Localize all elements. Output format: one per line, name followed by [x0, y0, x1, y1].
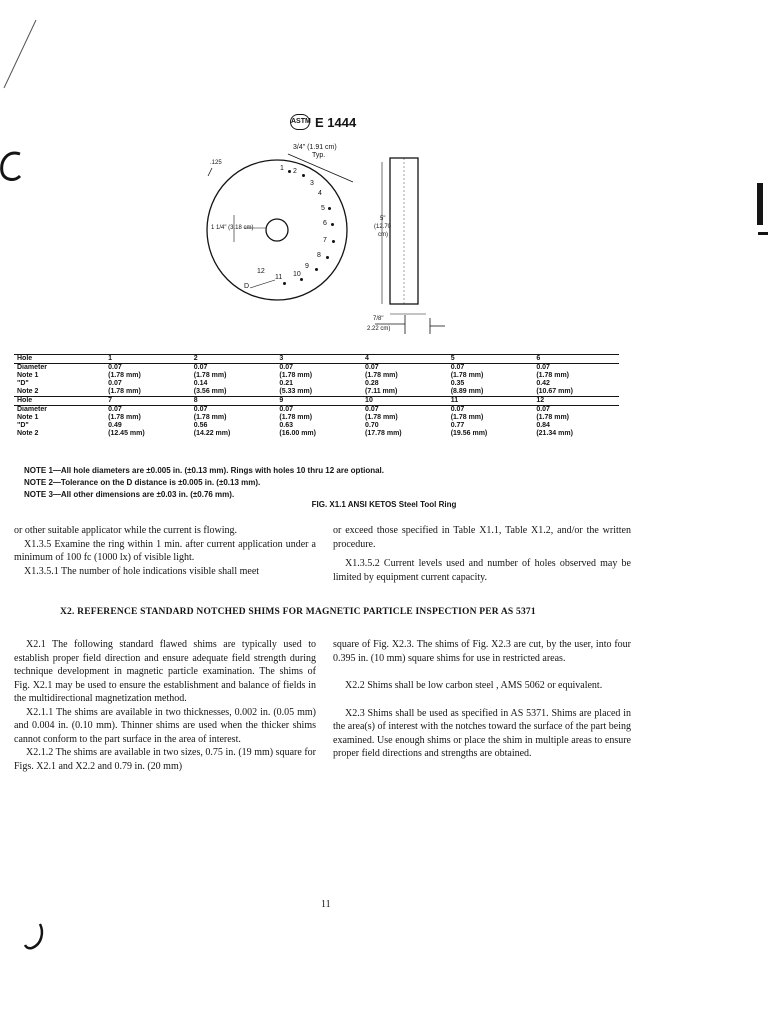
- note-2: NOTE 2—Tolerance on the D distance is ±0.005 in. (±0.13 mm).: [24, 478, 261, 487]
- table-cell: (1.78 mm): [193, 414, 227, 421]
- table-cell: 0.07: [279, 364, 294, 371]
- table-cell: (1.78 mm): [279, 372, 313, 379]
- figure-caption: FIG. X1.1 ANSI KETOS Steel Tool Ring: [311, 500, 457, 509]
- page-number: 11: [321, 899, 331, 910]
- right-edge-tick: [758, 232, 768, 235]
- hole-number: 3: [310, 180, 314, 187]
- document-code: E 1444: [315, 114, 357, 130]
- row-header-cell: Hole: [14, 397, 105, 406]
- paragraph: X2.1 The following standard flawed shims are typically used to establish proper field direction and ensure adequate field strength during technique development in magnetic particle examination. The shims of Fig. X2.1 may be used to ensure the establishment and balance of fields in the multidirectional magnetization method.: [14, 639, 316, 704]
- table-cell: 0.07: [193, 406, 208, 413]
- table-cell: 0.07: [279, 406, 294, 413]
- label-height-b: (12.70: [374, 224, 392, 230]
- paragraph: X1.3.5.1 The number of hole indications visible shall meet: [24, 565, 260, 577]
- table-cell: (1.78 mm): [108, 388, 141, 395]
- table-cell: (3.56 mm): [193, 388, 227, 395]
- label-corner: .125: [210, 160, 222, 166]
- table-cell: (16.00 mm): [279, 430, 316, 437]
- row-header-cell: Hole: [14, 355, 105, 364]
- table-cell: (1.78 mm): [108, 372, 141, 379]
- hole-number: 11: [275, 274, 283, 281]
- hole-mark: [331, 223, 334, 226]
- hole-mark: [332, 240, 335, 243]
- hole-number: 2: [293, 168, 297, 175]
- table-cell: 0.07: [193, 364, 208, 371]
- table-cell: 0.07: [536, 364, 550, 371]
- table-cell: 6: [533, 355, 619, 364]
- hole-mark: [302, 174, 305, 177]
- table-cell: (1.78 mm): [108, 414, 141, 421]
- table-cell: (1.78 mm): [536, 372, 570, 379]
- paragraph: or exceed those specified in Table X1.1, Table X1.2, and/or the written procedure.: [333, 525, 631, 550]
- table-cell: 0.07: [108, 406, 122, 413]
- table-cell: 0.28: [365, 380, 379, 387]
- table-cell: (12.45 mm): [108, 430, 145, 437]
- table-row: [14, 355, 619, 364]
- paragraph: X2.3 Shims shall be used as specified in AS 5371. Shims are placed in the area(s) of interest with the notches toward the surface of the part being examined. Use enough shims or place the shim in multiple areas to ensure proper field directions and strengths are obtained.: [333, 707, 631, 759]
- label-thick-a: 7/8": [373, 316, 384, 322]
- hole-number: 5: [321, 205, 325, 212]
- paragraph: X1.3.5 Examine the ring within 1 min. after current application under a minimum of 100 fc (1000 lx) of visible light.: [14, 538, 316, 563]
- table-cell: 0.14: [193, 380, 208, 387]
- tool-ring-figure: [190, 140, 460, 340]
- document-header: [290, 114, 356, 130]
- note-3: NOTE 3—All other dimensions are ±0.03 in. (±0.76 mm).: [24, 490, 235, 499]
- table-row: [14, 414, 619, 422]
- label-height-a: 5": [380, 216, 386, 222]
- table-cell: 0.21: [279, 380, 294, 387]
- table-cell: (1.78 mm): [450, 414, 484, 421]
- paragraph: square of Fig. X2.3. The shims of Fig. X2.3 are cut, by the user, into four 0.395 in. (10 mm) square shims for use in restricted areas.: [333, 639, 631, 664]
- table-cell: 0.63: [279, 422, 294, 429]
- section-heading: X2. REFERENCE STANDARD NOTCHED SHIMS FOR MAGNETIC PARTICLE INSPECTION PER AS 5371: [60, 607, 536, 617]
- table-cell: 0.42: [536, 380, 550, 387]
- hole-number: 6: [323, 220, 327, 227]
- hole-number: 4: [318, 190, 322, 197]
- figure-notes: [24, 465, 384, 501]
- astm-logo: ASTM: [290, 114, 310, 130]
- table-cell: (17.78 mm): [365, 430, 402, 437]
- hole-mark: [283, 282, 286, 285]
- table-cell: 8: [191, 397, 277, 406]
- table-cell: (5.33 mm): [279, 388, 313, 395]
- table-cell: (21.34 mm): [536, 430, 573, 437]
- table-cell: 11: [448, 397, 534, 406]
- table-cell: 10: [362, 397, 448, 406]
- table-cell: 9: [276, 397, 362, 406]
- paragraph: X1.3.5.2 Current levels used and number of holes observed may be limited by equipment current capacity.: [333, 558, 631, 583]
- label-typ: Typ.: [312, 152, 326, 159]
- hole-mark: [288, 170, 291, 173]
- table-cell: 0.07: [365, 406, 379, 413]
- hole-number: 9: [305, 263, 309, 270]
- table-cell: (1.78 mm): [536, 414, 570, 421]
- row-header-cell: Note 1: [17, 372, 39, 379]
- table-cell: 0.07: [108, 364, 122, 371]
- table-cell: 12: [533, 397, 619, 406]
- label-center: 1 1/4" (3.18 cm): [211, 225, 254, 231]
- paragraph: X2.2 Shims shall be low carbon steel , AMS 5062 or equivalent.: [345, 680, 603, 691]
- table-cell: (19.56 mm): [450, 430, 488, 437]
- table-cell: (14.22 mm): [193, 430, 231, 437]
- hole-table: [14, 354, 619, 438]
- table-cell: (7.11 mm): [365, 388, 398, 395]
- table-cell: 0.07: [450, 364, 465, 371]
- hole-mark: [315, 268, 318, 271]
- table-row: [14, 406, 619, 415]
- table-cell: 0.70: [365, 422, 379, 429]
- paragraph: X2.1.2 The shims are available in two sizes, 0.75 in. (19 mm) square for Figs. X2.1 and X2.2 and 0.79 in. (20 mm): [14, 747, 316, 772]
- table-row: [14, 364, 619, 373]
- lower-right-column: [333, 638, 631, 767]
- table-cell: 1: [105, 355, 191, 364]
- table-cell: 0.07: [450, 406, 465, 413]
- hole-mark: [328, 207, 331, 210]
- row-header-cell: Note 2: [17, 388, 39, 395]
- note-1: NOTE 1—All hole diameters are ±0.005 in. (±0.13 mm). Rings with holes 10 thru 12 are optional.: [24, 466, 384, 475]
- hole-number: 8: [317, 252, 321, 259]
- hole-mark: [300, 278, 303, 281]
- table-cell: (8.89 mm): [450, 388, 484, 395]
- hole-dimension-table: [14, 354, 619, 438]
- table-cell: 2: [191, 355, 277, 364]
- hole-number: 1: [280, 165, 284, 172]
- label-thick-b: 2.22 cm): [367, 326, 391, 332]
- top-left-scratch: [0, 18, 40, 98]
- table-cell: 0.56: [193, 422, 208, 429]
- hole-mark: [326, 256, 329, 259]
- table-cell: 7: [105, 397, 191, 406]
- table-cell: 0.07: [108, 380, 122, 387]
- table-row: [14, 430, 619, 438]
- table-cell: 0.84: [536, 422, 550, 429]
- bottom-left-mark: [22, 922, 46, 952]
- table-cell: (1.78 mm): [365, 372, 398, 379]
- right-edge-bar: [757, 183, 763, 225]
- table-row: [14, 397, 619, 406]
- table-cell: 0.49: [108, 422, 122, 429]
- table-cell: 0.77: [450, 422, 465, 429]
- label-top: 3/4" (1.91 cm): [293, 144, 337, 151]
- table-cell: (1.78 mm): [450, 372, 484, 379]
- row-header-cell: "D": [17, 380, 29, 387]
- table-row: [14, 372, 619, 380]
- upper-right-column: [333, 524, 631, 590]
- table-cell: 3: [276, 355, 362, 364]
- table-cell: 4: [362, 355, 448, 364]
- row-header-cell: Diameter: [17, 364, 47, 371]
- table-cell: (1.78 mm): [279, 414, 313, 421]
- table-cell: 5: [448, 355, 534, 364]
- hole-number: 10: [293, 271, 301, 278]
- table-row: [14, 380, 619, 388]
- lower-left-column: [14, 638, 316, 773]
- label-d: D: [244, 283, 250, 290]
- left-edge-mark: [0, 150, 22, 184]
- table-cell: (1.78 mm): [365, 414, 398, 421]
- hole-number: 7: [323, 237, 327, 244]
- table-row: [14, 422, 619, 430]
- row-header-cell: "D": [17, 422, 29, 429]
- row-header-cell: Note 2: [17, 430, 39, 437]
- label-height-c: cm): [378, 232, 388, 238]
- paragraph: or other suitable applicator while the current is flowing.: [14, 525, 237, 536]
- table-cell: (1.78 mm): [193, 372, 227, 379]
- table-row: [14, 388, 619, 397]
- row-header-cell: Note 1: [17, 414, 39, 421]
- table-cell: (10.67 mm): [536, 388, 573, 395]
- upper-left-column: [14, 524, 316, 578]
- ring-center-hole: [266, 219, 288, 241]
- table-cell: 0.07: [536, 406, 550, 413]
- row-header-cell: Diameter: [17, 406, 47, 413]
- paragraph: X2.1.1 The shims are available in two thicknesses, 0.002 in. (0.05 mm) and 0.004 in. (0.10 mm). Thinner shims are used when the thicker shims cannot conform to the part surface in the area of interest.: [14, 706, 316, 745]
- table-cell: 0.07: [365, 364, 379, 371]
- hole-number: 12: [257, 268, 265, 275]
- table-cell: 0.35: [450, 380, 465, 387]
